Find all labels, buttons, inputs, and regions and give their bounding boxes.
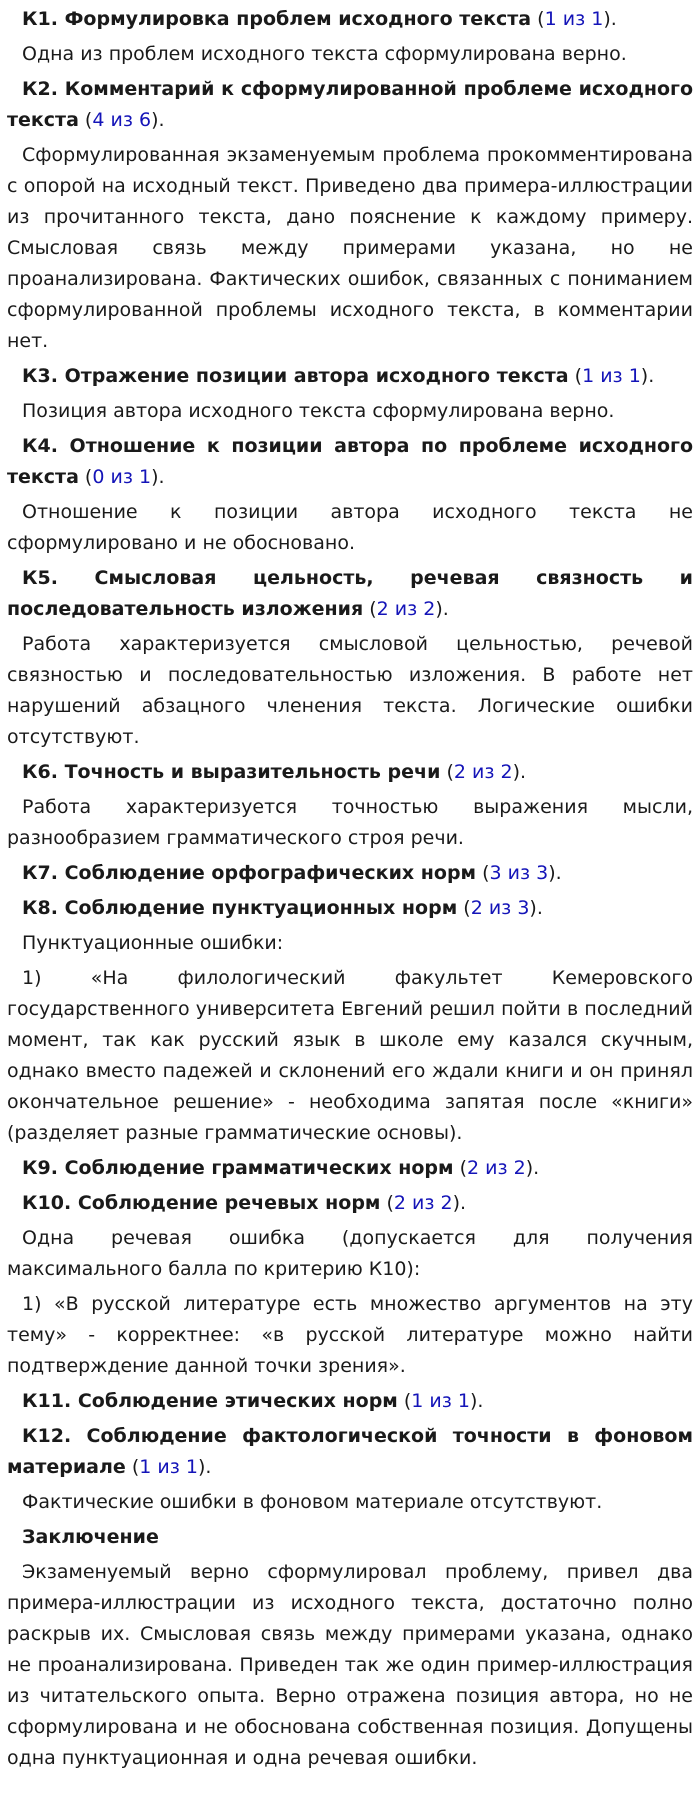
error-example: 1) «На филологический факультет Кемеровского государственного университета Евгений решил пойти в последний момент, так как русский язык в школе ему казался скучным, однако вместо падежей и склонений его ждали книги и он принял окончательное решение» - необходима запятая после «книги» (разделяет разные грамматические основы). (7, 967, 693, 1144)
criterion-title: Формулировка проблем исходного текста (64, 8, 532, 30)
error-example: 1) «В русской литературе есть множество аргументов на эту тему» - корректнее: «в русской литературе можно найти подтверждение данной точки зрения». (7, 1293, 693, 1377)
criterion-heading: К8. Соблюдение пунктуационных норм (2 из 3). (22, 897, 543, 919)
criterion-title: Соблюдение грамматических норм (64, 1157, 454, 1179)
criterion-code: К8. (22, 897, 58, 919)
criterion-title: Соблюдение орфографических норм (64, 862, 477, 884)
criterion-score: 2 из 3 (470, 897, 530, 919)
criterion-title: Отношение к позиции автора по проблеме исходного текста (7, 435, 693, 488)
criterion-comment: Сформулированная экзаменуемым проблема прокомментирована с опорой на исходный текст. Приведено два примера-иллюстрации из прочитанного текста, дано пояснение к каждому примеру. Смысловая связь между примерами указана, но не проанализирована. Фактических ошибок, связанных с пониманием сформулированной проблемы исходного текста, в комментарии нет. (7, 144, 693, 352)
criterion-code: К7. (22, 862, 58, 884)
criterion-heading: К2. Комментарий к сформулированной проблеме исходного текста (4 из 6). (7, 78, 693, 131)
criterion-heading: К10. Соблюдение речевых норм (2 из 2). (22, 1192, 467, 1214)
criterion-title: Комментарий к сформулированной проблеме исходного текста (7, 78, 693, 131)
criterion-heading: К1. Формулировка проблем исходного текста (1 из 1). (22, 8, 617, 30)
criterion-score: 1 из 1 (582, 365, 641, 387)
criterion-comment: Одна речевая ошибка (допускается для получения максимального балла по критерию К10): (7, 1227, 693, 1280)
criterion-title: Соблюдение фактологической точности в фоновом материале (7, 1425, 693, 1478)
criterion-heading: К7. Соблюдение орфографических норм (3 из 3). (22, 862, 562, 884)
criterion-heading: К4. Отношение к позиции автора по проблеме исходного текста (0 из 1). (7, 435, 693, 488)
criterion-heading: К5. Смысловая цельность, речевая связность и последовательность изложения (2 из 2). (7, 567, 693, 620)
criterion-title: Соблюдение пунктуационных норм (64, 897, 458, 919)
criterion-score: 0 из 1 (92, 466, 152, 488)
criterion-comment: Пунктуационные ошибки: (22, 932, 284, 954)
criterion-comment: Отношение к позиции автора исходного текста не сформулировано и не обосновано. (7, 501, 693, 554)
criterion-code: К9. (22, 1157, 58, 1179)
criterion-score: 1 из 1 (139, 1456, 198, 1478)
criterion-score: 3 из 3 (489, 862, 549, 884)
criterion-code: К2. (22, 78, 58, 100)
assessment-document (7, 4, 693, 1778)
criterion-code: К11. (22, 1390, 72, 1412)
criterion-score: 4 из 6 (92, 109, 152, 131)
criterion-heading: К11. Соблюдение этических норм (1 из 1). (22, 1390, 484, 1412)
criterion-heading: К12. Соблюдение фактологической точности в фоновом материале (1 из 1). (7, 1425, 693, 1478)
criterion-title: Соблюдение речевых норм (77, 1192, 381, 1214)
criterion-score: 2 из 2 (393, 1192, 453, 1214)
criterion-title: Смысловая цельность, речевая связность и последовательность изложения (7, 567, 693, 620)
criterion-score: 1 из 1 (544, 8, 604, 30)
criterion-score: 2 из 2 (376, 598, 436, 620)
criterion-title: Соблюдение этических норм (77, 1390, 398, 1412)
criterion-code: К1. (22, 8, 58, 30)
criterion-code: К6. (22, 761, 58, 783)
criterion-heading: К3. Отражение позиции автора исходного текста (1 из 1). (22, 365, 655, 387)
criterion-code: К5. (22, 567, 58, 589)
criterion-code: К10. (22, 1192, 72, 1214)
criterion-comment: Позиция автора исходного текста сформулирована верно. (22, 400, 615, 422)
criterion-heading: К9. Соблюдение грамматических норм (2 из 2). (22, 1157, 540, 1179)
criterion-code: К12. (22, 1425, 72, 1447)
criterion-code: К3. (22, 365, 58, 387)
criterion-score: 2 из 2 (467, 1157, 526, 1179)
criterion-comment: Фактические ошибки в фоновом материале отсутствуют. (22, 1491, 603, 1513)
criterion-code: К4. (22, 435, 58, 457)
criterion-title: Отражение позиции автора исходного текста (64, 365, 569, 387)
criterion-score: 1 из 1 (411, 1390, 470, 1412)
conclusion-heading: Заключение (22, 1526, 159, 1548)
criterion-comment: Работа характеризуется точностью выражения мысли, разнообразием грамматического строя речи. (7, 796, 693, 849)
criterion-heading: К6. Точность и выразительность речи (2 из 2). (22, 761, 527, 783)
criterion-comment: Работа характеризуется смысловой цельностью, речевой связностью и последовательностью изложения. В работе нет нарушений абзацного членения текста. Логические ошибки отсутствуют. (7, 633, 693, 748)
criterion-title: Точность и выразительность речи (64, 761, 441, 783)
criterion-comment: Одна из проблем исходного текста сформулирована верно. (22, 43, 627, 65)
conclusion-text: Экзаменуемый верно сформулировал проблему, привел два примера-иллюстрации из исходного текста, достаточно полно раскрыв их. Смысловая связь между примерами указана, однако не проанализирована. Приведен так же один пример-иллюстрация из читательского опыта. Верно отражена позиция автора, но не сформулирована и не обоснована собственная позиция. Допущены одна пунктуационная и одна речевая ошибки. (7, 1561, 693, 1769)
criterion-score: 2 из 2 (453, 761, 513, 783)
